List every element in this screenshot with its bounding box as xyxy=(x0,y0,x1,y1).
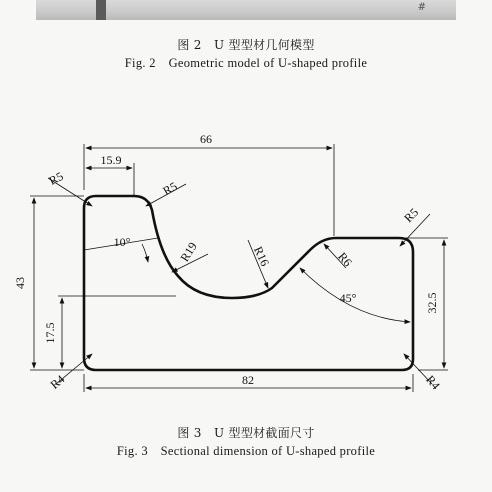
radius-bottom-right-label: R4 xyxy=(423,372,443,393)
radius-step-label: R6 xyxy=(335,249,355,270)
radius-rise-label: R16 xyxy=(251,244,273,269)
fig3-caption xyxy=(0,424,492,460)
dim-right-height: 32.5 xyxy=(425,292,439,314)
radius-top-right-label: R5 xyxy=(401,205,422,226)
radius-valley-label: R19 xyxy=(177,239,200,265)
radius-bottom-left-label: R4 xyxy=(47,372,68,392)
dimension-lines xyxy=(34,148,444,388)
dim-total-width: 82 xyxy=(242,373,254,387)
dim-bottom-height: 17.5 xyxy=(43,322,57,344)
angle-left: 10° xyxy=(113,235,131,249)
radius-top-left-label: R5 xyxy=(46,168,66,188)
radius-boss-right-label: R5 xyxy=(160,178,180,199)
fig3-caption-cn: 图 3 U 型型材截面尺寸 xyxy=(177,426,315,440)
photo-mark: # xyxy=(417,2,426,13)
dim-top-span: 66 xyxy=(200,132,212,146)
fig2-caption-en: Fig. 2 Geometric model of U-shaped profile xyxy=(124,56,368,70)
angle-right: 45° xyxy=(339,291,357,305)
dim-overall-height: 43 xyxy=(13,277,27,289)
extension-lines xyxy=(30,144,448,392)
profile-outline xyxy=(84,196,413,370)
dim-left-boss-width: 15.9 xyxy=(100,153,122,167)
fig3-caption-en: Fig. 3 Sectional dimension of U-shaped profile xyxy=(116,444,376,458)
fig2-caption-cn: 图 2 U 型型材几何模型 xyxy=(177,38,315,52)
